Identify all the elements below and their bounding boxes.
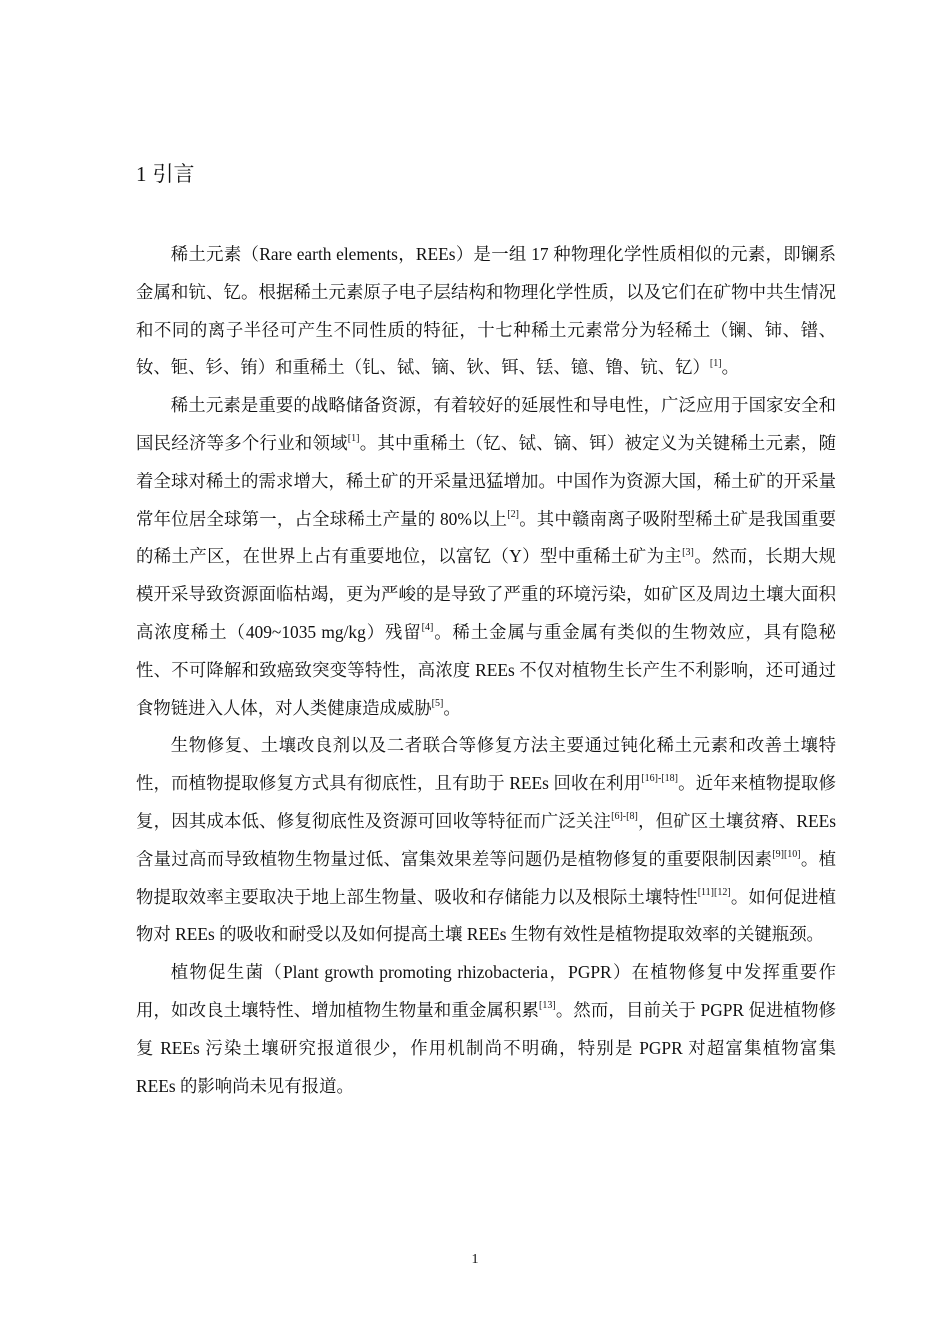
paragraph-text: 。植物提取效率主要取决于地上部生物量、吸收和存储能力以及根际土壤特性 bbox=[136, 848, 836, 907]
citation: [4] bbox=[421, 622, 434, 634]
paragraph-text: 。其中重稀土（钇、铽、镝、铒）被定义为关键稀土元素，随着全球对稀土的需求增大，稀土矿的开采量迅猛增加。中国作为资源大国，稀土矿的开采量常年位居全球第一，占全球稀土产量的 80%以上 bbox=[136, 432, 836, 529]
citation: [5] bbox=[431, 697, 444, 709]
paragraph-text: 。近年来植物提取修复，因其成本低、修复彻底性及资源可回收等特征而广泛关注 bbox=[136, 773, 836, 831]
paragraph-text: 稀土元素（Rare earth elements，REEs）是一组 17 种物理化学性质相似的元素，即镧系金属和钪、钇。根据稀土元素原子电子层结构和物理化学性质，以及它们在矿物中共生情况和不同的离子半径可产生不同性质的特征，十七种稀土元素常分为轻稀土（镧、铈、镨、钕、钷、钐、铕）和重稀土（钆、铽、镝、钬、铒、铥、镱、镥、钪、钇） bbox=[136, 244, 836, 378]
paragraph-text: 。如何促进植物对 REEs 的吸收和耐受以及如何提高土壤 REEs 生物有效性是植物提取效率的关键瓶颈。 bbox=[136, 886, 836, 945]
citation: [9][10] bbox=[772, 848, 801, 860]
paragraph bbox=[136, 236, 836, 387]
paragraph-text: 。然而，目前关于 PGPR 促进植物修复 REEs 污染土壤研究报道很少，作用机制尚不明确，特别是 PGPR 对超富集植物富集 REEs 的影响尚未见有报道。 bbox=[136, 999, 836, 1096]
paragraph-text: 稀土元素是重要的战略储备资源，有着较好的延展性和导电性，广泛应用于国家安全和国民经济等多个行业和领域 bbox=[136, 395, 836, 453]
paragraph bbox=[136, 727, 836, 954]
paragraph-text: 生物修复、土壤改良剂以及二者联合等修复方法主要通过钝化稀土元素和改善土壤特性，而植物提取修复方式具有彻底性，且有助于 REEs 回收在利用 bbox=[136, 735, 836, 794]
citation: [6]-[8] bbox=[611, 811, 638, 823]
citation: [16]-[18] bbox=[641, 773, 678, 785]
body-text bbox=[136, 236, 836, 1105]
paragraph bbox=[136, 954, 836, 1105]
paragraph-text: 。然而，长期大规模开采导致资源面临枯竭，更为严峻的是导致了严重的环境污染，如矿区及周边土壤大面积高浓度稀土（409~1035 mg/kg）残留 bbox=[136, 546, 836, 642]
citation: [1] bbox=[709, 357, 722, 369]
paragraph-text: 。 bbox=[721, 357, 739, 378]
page-number: 1 bbox=[471, 1252, 479, 1267]
citation: [13] bbox=[539, 1000, 556, 1012]
section-title: 引言 bbox=[152, 162, 195, 186]
section-number: 1 bbox=[136, 162, 147, 186]
paragraph-text: 。稀土金属与重金属有类似的生物效应，具有隐秘性、不可降解和致癌致突变等特性，高浓度 REEs 不仅对植物生长产生不利影响，还可通过食物链进入人体，对人类健康造成威胁 bbox=[136, 621, 836, 718]
paragraph-text: 植物促生菌（Plant growth promoting rhizobacteria，PGPR）在植物修复中发挥重要作用，如改良土壤特性、增加植物生物量和重金属积累 bbox=[136, 962, 836, 1020]
paragraph-text: 。 bbox=[443, 697, 461, 718]
citation: [1] bbox=[347, 433, 360, 445]
paragraph bbox=[136, 387, 836, 727]
citation: [11][12] bbox=[697, 886, 731, 898]
paragraph-text: 。其中赣南离子吸附型稀土矿是我国重要的稀土产区，在世界上占有重要地位，以富钇（Y）型中重稀土矿为主 bbox=[136, 508, 836, 567]
citation: [2] bbox=[507, 508, 519, 520]
paragraph-text: ，但矿区土壤贫瘠、REEs 含量过高而导致植物生物量过低、富集效果差等问题仍是植物修复的重要限制因素 bbox=[136, 810, 836, 869]
section-heading bbox=[136, 158, 195, 190]
citation: [3] bbox=[682, 546, 694, 558]
